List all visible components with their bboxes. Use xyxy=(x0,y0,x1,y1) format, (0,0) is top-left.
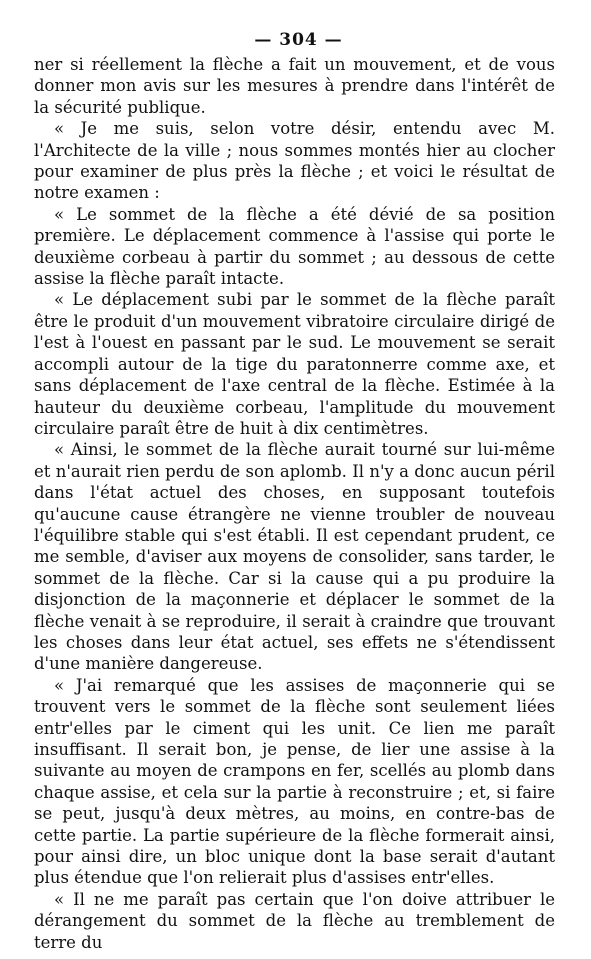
paragraph: « J'ai remarqué que les assises de maçonnerie qui se trouvent vers le sommet de la flèche sont seulement liées entr'elles par le ciment qui les unit. Ce lien me paraît insuffisant. Il serait bon, je pense, de lier une assise à la suivante au moyen de crampons en fer, scellés au plomb dans chaque assise, et cela sur la partie à reconstruire ; et, si faire se peut, jusqu'à deux mètres, au moins, en contre-bas de cette partie. La partie supérieure de la flèche formerait ainsi, pour ainsi dire, un bloc unique dont la base serait d'autant plus étendue que l'on relierait plus d'assises entr'elles. xyxy=(34,675,555,888)
paragraph: « Je me suis, selon votre désir, entendu avec M. l'Architecte de la ville ; nous sommes montés hier au clocher pour examiner de plus près la flèche ; et voici le résultat de notre examen : xyxy=(34,119,555,203)
page-number: — 304 — xyxy=(254,30,343,50)
paragraph: « Il ne me paraît pas certain que l'on doive attribuer le dérangement du sommet de la flèche au tremblement de terre du xyxy=(34,889,555,952)
body-text xyxy=(34,54,555,953)
paragraph: « Ainsi, le sommet de la flèche aurait tourné sur lui-même et n'aurait rien perdu de son aplomb. Il n'y a donc aucun péril dans l'état actuel des choses, en supposant toutefois qu'aucune cause étrangère ne vienne troubler de nouveau l'équilibre stable qui s'est établi. Il est cependant prudent, ce me semble, d'aviser aux moyens de consolider, sans tarder, le sommet de la flèche. Car si la cause qui a pu produire la disjonction de la maçonnerie et déplacer le sommet de la flèche venait à se reproduire, il serait à craindre que trouvant les choses dans leur état actuel, ses effets ne s'étendissent d'une manière dangereuse. xyxy=(34,440,555,674)
paragraph: « Le sommet de la flèche a été dévié de sa position première. Le déplacement commence à l'assise qui porte le deuxième corbeau à partir du sommet ; au dessous de cette assise la flèche paraît intacte. xyxy=(34,204,555,289)
paragraph: « Le déplacement subi par le sommet de la flèche paraît être le produit d'un mouvement vibratoire circulaire dirigé de l'est à l'ouest en passant par le sud. Le mouvement se serait accompli autour de la tige du paratonnerre comme axe, et sans déplacement de l'axe central de la flèche. Estimée à la hauteur du deuxième corbeau, l'amplitude du mouvement circulaire paraît être de huit à dix centimètres. xyxy=(34,290,555,438)
paragraph-continued: ner si réellement la flèche a fait un mouvement, et de vous donner mon avis sur les mesures à prendre dans l'intérêt de la sécurité publique. xyxy=(34,55,555,117)
